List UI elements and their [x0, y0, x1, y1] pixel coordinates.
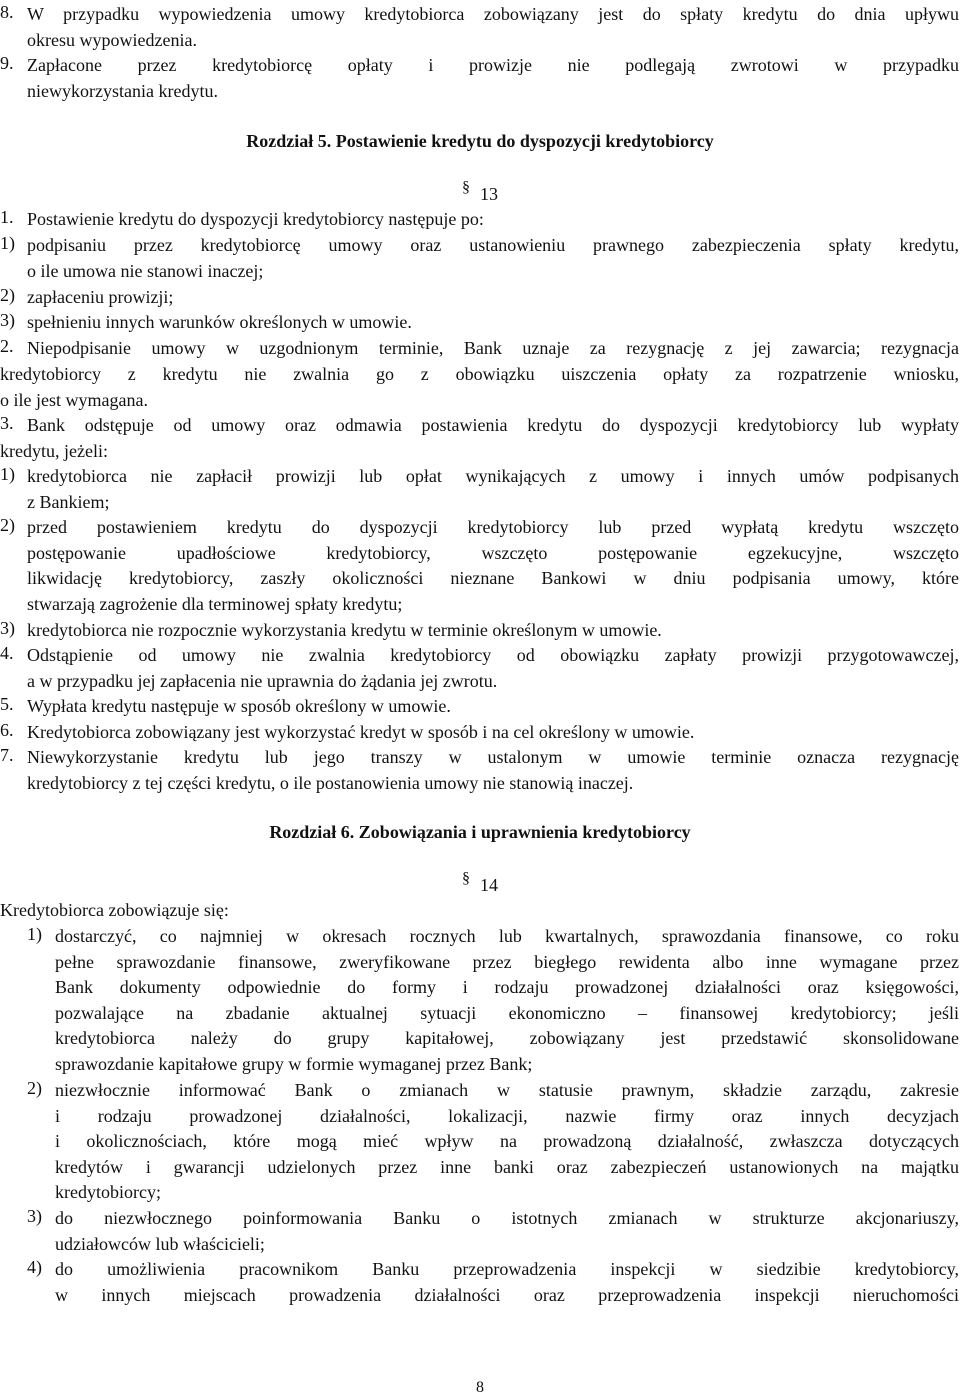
sub-text: sprawozdanie kapitałowe grupy w formie wymaganej przez Bank;: [55, 1053, 533, 1074]
sub-item: [27, 1078, 959, 1206]
item-text: Odstąpienie od umowy nie zwalnia kredytobiorcy od obowiązku zapłaty prowizji przygotowawczej,: [27, 645, 959, 665]
item-text: Niepodpisanie umowy w uzgodnionym terminie, Bank uznaje za rezygnację z jej zawarcia; rezygnacja: [27, 338, 959, 358]
sub-item: [27, 924, 959, 1078]
sub-text: zapłaceniu prowizji;: [27, 287, 174, 307]
item-number: 9.: [0, 53, 14, 73]
sub-number: 1): [0, 233, 15, 253]
item-number: 8.: [0, 2, 14, 22]
item-number: 1.: [0, 207, 14, 227]
list-item: [0, 413, 959, 439]
sub-text: do niezwłocznego poinformowania Banku o istotnych zmianach w strukturze akcjonariuszy,: [55, 1208, 959, 1228]
sub-number: 2): [0, 285, 15, 305]
list-item: [0, 53, 959, 104]
sub-text: i rodzaju prowadzonej działalności, lokalizacji, nazwie firmy oraz innych decyzjach: [55, 1105, 959, 1126]
sub-item: [27, 1206, 959, 1257]
item-number: 6.: [0, 720, 14, 740]
item-text: o ile jest wymagana.: [0, 389, 148, 410]
item-text: kredytobiorcy z tej części kredytu, o ile postanowienia umowy nie stanowią inaczej.: [27, 772, 634, 793]
sub-text: niezwłocznie informować Bank o zmianach w statusie prawnym, składzie zarządu, zakresie: [55, 1080, 959, 1100]
intro-text: Kredytobiorca zobowiązuje się:: [0, 900, 229, 920]
item-text: Bank odstępuje od umowy oraz odmawia postawienia kredytu do dyspozycji kredytobiorcy lub wypłaty: [27, 415, 959, 435]
list-item: [0, 207, 959, 233]
chapter-heading: Rozdział 5. Postawienie kredytu do dyspozycji kredytobiorcy: [246, 131, 714, 151]
sub-text: pozwalające na zbadanie aktualnej sytuacji ekonomiczno – finansowej kredytobiorcy; jeśli: [55, 1002, 959, 1023]
sub-text: kredytobiorca nie zapłacił prowizji lub opłat wynikających z umowy i innych umów podpisanych: [27, 466, 959, 486]
sub-text: kredytobiorca nie rozpocznie wykorzystania kredytu w terminie określonym w umowie.: [27, 620, 662, 640]
page-number: 8: [476, 1379, 484, 1396]
item-text: Zapłacone przez kredytobiorcę opłaty i prowizje nie podlegają zwrotowi w przypadku: [27, 55, 959, 75]
sub-item: [0, 464, 959, 515]
sub-item: [0, 618, 959, 644]
sub-text: i okolicznościach, które mogą mieć wpływ na prowadzoną działalność, zwłaszcza dotyczących: [55, 1131, 959, 1152]
sub-item: [0, 233, 959, 284]
paragraph-number: 13: [480, 184, 498, 204]
sub-number: 2): [27, 1078, 42, 1098]
sub-text: kredytobiorca należy do grupy kapitałowej, zobowiązany jest przedstawić skonsolidowane: [55, 1028, 959, 1049]
item-number: 5.: [0, 694, 14, 714]
sub-text: postępowanie upadłościowe kredytobiorcy, wszczęto postępowanie egzekucyjne, wszczęto: [27, 542, 959, 563]
sub-text: spełnieniu innych warunków określonych w umowie.: [27, 312, 412, 332]
sub-number: 1): [0, 464, 15, 484]
section-icon: [462, 183, 476, 203]
sub-text: dostarczyć, co najmniej w okresach rocznych lub kwartalnych, sprawozdania finansowe, co roku: [55, 926, 959, 946]
sub-number: 3): [0, 618, 15, 638]
item-text: W przypadku wypowiedzenia umowy kredytobiorca zobowiązany jest do spłaty kredytu do dnia upływu: [27, 4, 959, 24]
list-item: [0, 745, 959, 796]
paragraph-number: 14: [480, 875, 498, 895]
sub-text: stwarzają zagrożenie dla terminowej spłaty kredytu;: [27, 593, 403, 614]
sub-text: o ile umowa nie stanowi inaczej;: [27, 260, 264, 281]
sub-number: 4): [27, 1257, 42, 1277]
item-text: Kredytobiorca zobowiązany jest wykorzystać kredyt w sposób i na cel określony w umowie.: [27, 722, 695, 742]
item-number: 4.: [0, 643, 14, 663]
item-number: 2.: [0, 336, 14, 356]
sub-text: kredytów i gwarancji udzielonych przez inne banki oraz zabezpieczeń ustanowionych na majątku: [55, 1156, 959, 1177]
sub-text: w innych miejscach prowadzenia działalności oraz przeprowadzenia inspekcji nieruchomości: [55, 1284, 959, 1305]
sub-text: udziałowców lub właścicieli;: [55, 1233, 265, 1254]
item-text: okresu wypowiedzenia.: [27, 29, 197, 50]
sub-text: Bank dokumenty odpowiednie do formy i rodzaju prowadzonej działalności oraz księgowości,: [55, 977, 959, 998]
item-text: kredytu, jeżeli:: [0, 441, 108, 461]
sub-text: przed postawieniem kredytu do dyspozycji kredytobiorcy lub przed wypłatą kredytu wszczęto: [27, 517, 959, 537]
sub-text: likwidację kredytobiorcy, zaszły okoliczności nieznane Bankowi w dniu podpisania umowy, które: [27, 568, 959, 589]
sub-number: 2): [0, 515, 15, 535]
item-text: Postawienie kredytu do dyspozycji kredytobiorcy następuje po:: [27, 209, 484, 229]
list-item: [0, 336, 959, 362]
item-number: 7.: [0, 745, 14, 765]
paragraph-sign: [462, 183, 498, 205]
list-item: [0, 643, 959, 694]
paragraph-sign: [462, 874, 498, 896]
item-text: a w przypadku jej zapłacenia nie uprawnia do żądania jej zwrotu.: [27, 670, 498, 691]
list-item: [0, 2, 959, 53]
list-item: [0, 720, 959, 746]
sub-text: do umożliwienia pracownikom Banku przeprowadzenia inspekcji w siedzibie kredytobiorcy,: [55, 1259, 959, 1279]
item-text: Niewykorzystanie kredytu lub jego transzy w ustalonym w umowie terminie oznacza rezygnację: [27, 747, 959, 767]
sub-number: 3): [27, 1206, 42, 1226]
sub-text: podpisaniu przez kredytobiorcę umowy oraz ustanowieniu prawnego zabezpieczenia spłaty kredytu,: [27, 235, 959, 255]
sub-item: [0, 310, 959, 336]
item-text: Wypłata kredytu następuje w sposób określony w umowie.: [27, 696, 451, 716]
sub-number: 3): [0, 310, 15, 330]
sub-item: [27, 1257, 959, 1308]
section-icon: [462, 874, 476, 894]
sub-text: z Bankiem;: [27, 491, 110, 512]
sub-text: pełne sprawozdanie finansowe, zweryfikowane przez biegłego rewidenta albo inne wymagane przez: [55, 951, 959, 972]
chapter-heading: Rozdział 6. Zobowiązania i uprawnienia kredytobiorcy: [269, 822, 691, 842]
sub-item: [0, 285, 959, 311]
item-number: 3.: [0, 413, 14, 433]
sub-item: [0, 515, 959, 617]
item-text: niewykorzystania kredytu.: [27, 80, 218, 101]
sub-number: 1): [27, 924, 42, 944]
item-text: kredytobiorcy z kredytu nie zwalnia go z obowiązku uiszczenia opłaty za rozpatrzenie wniosku,: [0, 364, 959, 384]
list-item: [0, 694, 959, 720]
sub-text: kredytobiorcy;: [55, 1182, 161, 1203]
